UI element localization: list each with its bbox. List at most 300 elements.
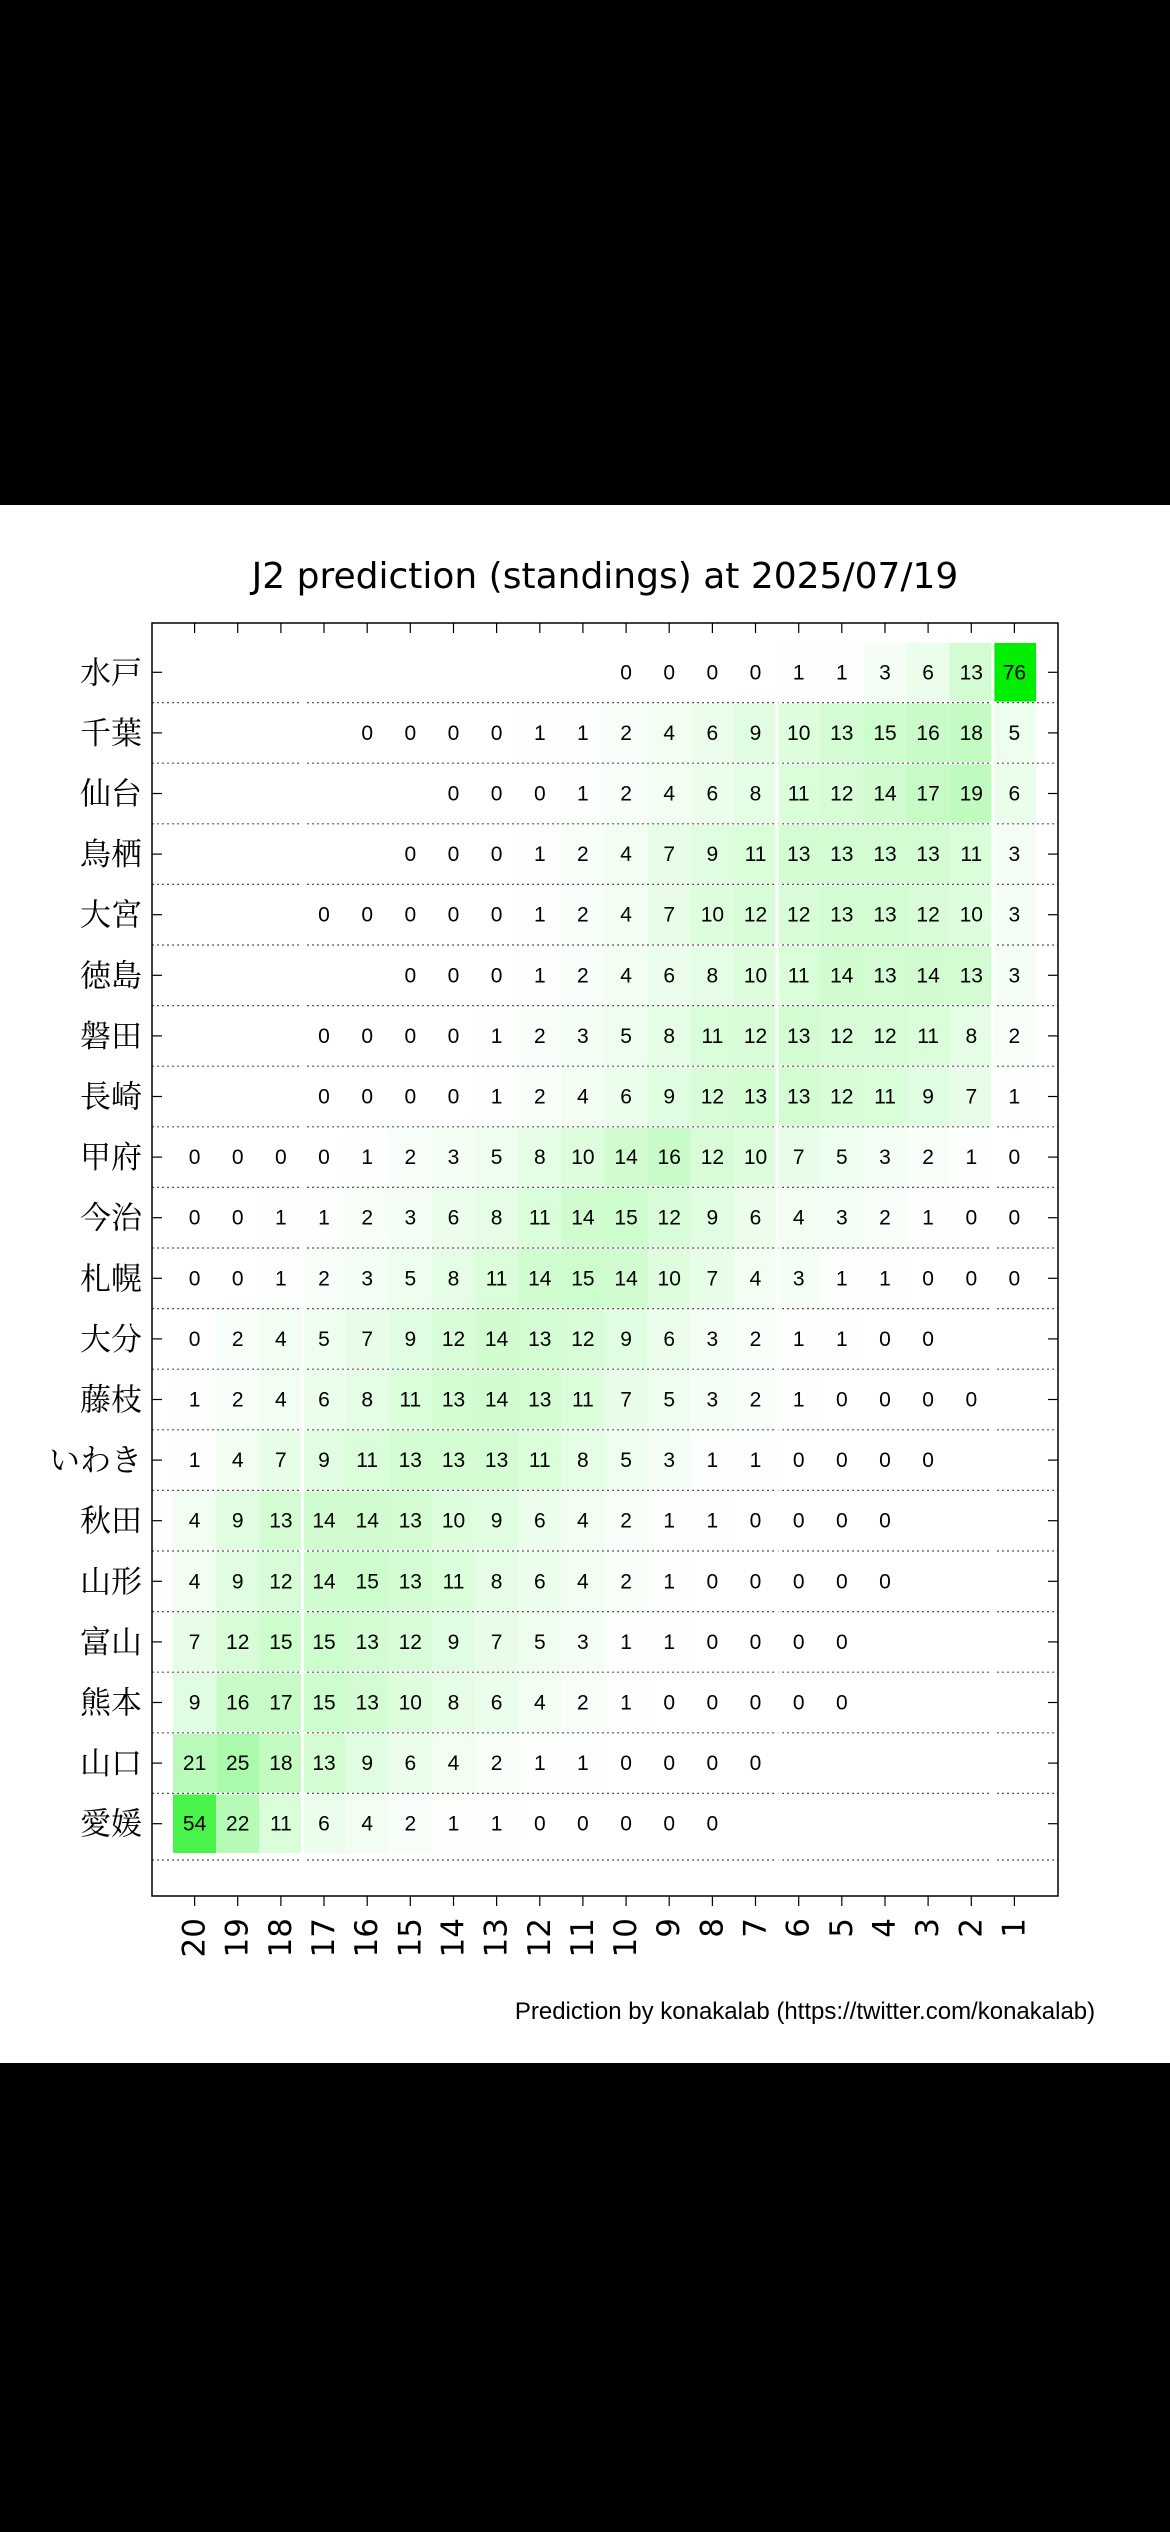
cell-value-label: 13 <box>830 721 854 745</box>
x-tick-label: 4 <box>867 1918 903 1938</box>
cell-value-label: 12 <box>830 782 854 806</box>
cell-value-label: 2 <box>577 903 589 927</box>
cell-value-label: 1 <box>577 1752 589 1776</box>
cell-value-label: 3 <box>792 1267 805 1291</box>
chart-caption: Prediction by konakalab (https://twitter.com/konakalab) <box>514 1998 1096 2025</box>
cell-value-label: 0 <box>490 843 503 867</box>
cell-value-label: 1 <box>706 1509 719 1533</box>
x-tick-label: 9 <box>651 1918 688 1938</box>
cell-value-label: 14 <box>873 782 897 806</box>
y-tick-label: 甲府 <box>80 1140 142 1177</box>
cell-value-label: 0 <box>577 1812 589 1836</box>
cell-value-label: 1 <box>318 1206 330 1230</box>
cell-value-label: 6 <box>749 1206 762 1230</box>
cell-value-label: 2 <box>922 1146 934 1170</box>
cell-value-label: 7 <box>620 1388 632 1412</box>
cell-value-label: 14 <box>484 1327 509 1351</box>
x-tick-label: 1 <box>996 1918 1033 1938</box>
cell-value-label: 13 <box>398 1449 422 1473</box>
x-tick-label: 5 <box>823 1918 860 1938</box>
cell-value-label: 8 <box>577 1449 589 1473</box>
cell-value-label: 8 <box>663 1024 676 1048</box>
cell-value-label: 1 <box>533 721 546 745</box>
y-tick-label: 大分 <box>80 1321 142 1358</box>
x-tick-label: 6 <box>780 1918 817 1938</box>
cell-value-label: 2 <box>620 1570 632 1594</box>
cell-value-label: 13 <box>528 1388 552 1412</box>
cell-value-label: 3 <box>361 1267 374 1291</box>
cell-value-label: 9 <box>404 1327 417 1351</box>
y-tick-label: 仙台 <box>80 776 142 813</box>
cell-value-label: 54 <box>182 1812 207 1836</box>
cell-value-label: 0 <box>706 1630 719 1654</box>
cell-value-label: 13 <box>830 843 854 867</box>
cell-value-label: 25 <box>226 1752 250 1776</box>
cell-value-label: 12 <box>657 1206 681 1230</box>
cell-value-label: 12 <box>830 1085 854 1109</box>
cell-value-label: 1 <box>447 1812 460 1836</box>
cell-value-label: 4 <box>620 964 632 988</box>
cell-value-label: 1 <box>490 1085 503 1109</box>
cell-value-label: 6 <box>620 1085 632 1109</box>
cell-value-label: 1 <box>620 1691 632 1715</box>
cell-value-label: 16 <box>916 721 940 745</box>
cell-value-label: 0 <box>706 1691 719 1715</box>
y-tick-label: 秋田 <box>80 1503 142 1540</box>
cell-value-label: 4 <box>577 1570 589 1594</box>
cell-value-label: 4 <box>275 1327 287 1351</box>
x-tick-label: 18 <box>262 1918 299 1958</box>
y-tick-label: 山形 <box>80 1564 142 1601</box>
cell-value-label: 11 <box>917 1024 940 1048</box>
cell-value-label: 18 <box>269 1752 293 1776</box>
cell-value-label: 10 <box>571 1146 595 1170</box>
cell-value-label: 11 <box>787 964 810 988</box>
cell-value-label: 3 <box>663 1449 676 1473</box>
cell-value-label: 10 <box>787 721 811 745</box>
cell-value-label: 10 <box>743 1146 768 1170</box>
cell-value-label: 0 <box>706 661 719 685</box>
cell-value-label: 6 <box>533 1570 546 1594</box>
cell-value-label: 0 <box>922 1388 934 1412</box>
cell-value-label: 0 <box>231 1206 244 1230</box>
cell-value-label: 2 <box>533 1085 546 1109</box>
cell-value-label: 2 <box>749 1388 762 1412</box>
cell-value-label: 11 <box>269 1812 292 1836</box>
cell-value-label: 5 <box>1008 721 1021 745</box>
cell-value-label: 5 <box>620 1024 632 1048</box>
x-tick-label: 14 <box>435 1918 472 1958</box>
cell-value-label: 2 <box>749 1327 762 1351</box>
cell-value-label: 11 <box>399 1388 422 1412</box>
cell-value-label: 6 <box>490 1691 503 1715</box>
cell-value-label: 1 <box>792 1327 805 1351</box>
cell-value-label: 1 <box>879 1267 891 1291</box>
cell-value-label: 1 <box>533 843 546 867</box>
cell-value-label: 14 <box>830 964 854 988</box>
cell-value-label: 14 <box>484 1388 509 1412</box>
cell-value-label: 3 <box>1008 903 1021 927</box>
cell-value-label: 1 <box>533 1752 546 1776</box>
x-tick-label: 7 <box>737 1918 774 1938</box>
cell-value-label: 13 <box>269 1509 293 1533</box>
cell-value-label: 8 <box>361 1388 374 1412</box>
cell-value-label: 14 <box>614 1146 638 1170</box>
cell-value-label: 7 <box>188 1630 201 1654</box>
cell-value-label: 0 <box>663 661 676 685</box>
cell-value-label: 0 <box>792 1449 805 1473</box>
cell-value-label: 0 <box>965 1267 978 1291</box>
cell-value-label: 0 <box>879 1509 891 1533</box>
cell-value-label: 1 <box>965 1146 978 1170</box>
x-tick-label: 2 <box>953 1918 990 1938</box>
cell-value-label: 3 <box>879 661 891 685</box>
cell-value-label: 13 <box>873 903 897 927</box>
cell-value-label: 2 <box>577 843 589 867</box>
cell-value-label: 0 <box>318 1024 330 1048</box>
cell-value-label: 9 <box>663 1085 676 1109</box>
cell-value-label: 0 <box>404 721 417 745</box>
cell-value-label: 0 <box>447 843 460 867</box>
cell-value-label: 6 <box>1008 782 1021 806</box>
y-tick-label: 熊本 <box>80 1685 142 1722</box>
cell-value-label: 11 <box>787 782 810 806</box>
cell-value-label: 11 <box>528 1449 551 1473</box>
cell-value-label: 14 <box>312 1570 336 1594</box>
cell-value-label: 8 <box>447 1267 460 1291</box>
cell-value-label: 11 <box>960 843 983 867</box>
cell-value-label: 13 <box>528 1327 552 1351</box>
cell-value-label: 2 <box>318 1267 330 1291</box>
cell-value-label: 11 <box>571 1388 594 1412</box>
cell-value-label: 8 <box>490 1206 503 1230</box>
cell-value-label: 1 <box>188 1449 201 1473</box>
cell-value-label: 6 <box>922 661 934 685</box>
cell-value-label: 8 <box>706 964 719 988</box>
cell-value-label: 0 <box>749 1509 762 1533</box>
cell-value-label: 9 <box>706 843 719 867</box>
cell-value-label: 9 <box>749 721 762 745</box>
cell-value-label: 0 <box>835 1388 848 1412</box>
cell-value-label: 1 <box>533 903 546 927</box>
cell-value-label: 0 <box>879 1388 891 1412</box>
cell-value-label: 7 <box>663 903 676 927</box>
y-tick-label: 磐田 <box>80 1018 142 1055</box>
cell-value-label: 0 <box>965 1388 978 1412</box>
cell-value-label: 0 <box>792 1691 805 1715</box>
cell-value-label: 4 <box>361 1812 374 1836</box>
cell-value-label: 11 <box>744 843 767 867</box>
cell-value-label: 0 <box>188 1327 201 1351</box>
cell-value-label: 13 <box>484 1449 509 1473</box>
cell-value-label: 0 <box>404 903 417 927</box>
cell-value-label: 15 <box>355 1570 379 1594</box>
cell-value-label: 1 <box>922 1206 934 1230</box>
cell-value-label: 1 <box>275 1267 287 1291</box>
cell-value-label: 76 <box>1002 661 1027 685</box>
cell-value-label: 6 <box>318 1388 330 1412</box>
cell-value-label: 0 <box>706 1570 719 1594</box>
cell-value-label: 8 <box>490 1570 503 1594</box>
cell-value-label: 8 <box>447 1691 460 1715</box>
cell-value-label: 1 <box>749 1449 762 1473</box>
chart-title: J2 prediction (standings) at 2025/07/19 <box>251 556 959 597</box>
cell-value-label: 0 <box>275 1146 287 1170</box>
cell-value-label: 6 <box>447 1206 460 1230</box>
cell-value-label: 16 <box>657 1146 681 1170</box>
cell-value-label: 2 <box>490 1752 503 1776</box>
cell-value-label: 3 <box>879 1146 891 1170</box>
cell-value-label: 12 <box>743 1024 768 1048</box>
cell-value-label: 10 <box>959 903 983 927</box>
cell-value-label: 9 <box>188 1691 201 1715</box>
cell-value-label: 0 <box>792 1570 805 1594</box>
cell-value-label: 4 <box>792 1206 805 1230</box>
cell-value-label: 5 <box>533 1630 546 1654</box>
cell-value-label: 1 <box>1008 1085 1021 1109</box>
cell-value-label: 1 <box>490 1812 503 1836</box>
cell-value-label: 0 <box>879 1570 891 1594</box>
cell-value-label: 4 <box>275 1388 287 1412</box>
cell-value-label: 3 <box>706 1388 719 1412</box>
cell-value-label: 0 <box>361 1024 374 1048</box>
cell-value-label: 11 <box>442 1570 465 1594</box>
cell-value-label: 5 <box>404 1267 417 1291</box>
cell-value-label: 18 <box>959 721 983 745</box>
cell-value-label: 0 <box>188 1267 201 1291</box>
cell-value-label: 0 <box>231 1146 244 1170</box>
cell-value-label: 1 <box>490 1024 503 1048</box>
cell-value-label: 4 <box>577 1085 589 1109</box>
cell-value-label: 12 <box>743 903 768 927</box>
cell-value-label: 13 <box>441 1388 466 1412</box>
cell-value-label: 1 <box>663 1570 676 1594</box>
cell-value-label: 3 <box>1008 843 1021 867</box>
cell-value-label: 2 <box>361 1206 374 1230</box>
cell-value-label: 0 <box>188 1206 201 1230</box>
cell-value-label: 1 <box>792 661 805 685</box>
y-tick-label: 藤枝 <box>80 1382 142 1419</box>
cell-value-label: 1 <box>835 1327 848 1351</box>
cell-value-label: 2 <box>404 1812 417 1836</box>
cell-value-label: 15 <box>571 1267 595 1291</box>
standings-heatmap <box>0 505 1170 2063</box>
cell-value-label: 9 <box>620 1327 632 1351</box>
cell-value-label: 0 <box>879 1449 891 1473</box>
cell-value-label: 1 <box>792 1388 805 1412</box>
cell-value-label: 1 <box>835 661 848 685</box>
cell-value-label: 3 <box>577 1630 589 1654</box>
cell-value-label: 2 <box>1008 1024 1021 1048</box>
cell-value-label: 15 <box>873 721 897 745</box>
cell-value-label: 17 <box>269 1691 293 1715</box>
cell-value-label: 12 <box>700 1085 725 1109</box>
cell-value-label: 11 <box>356 1449 379 1473</box>
x-tick-label: 11 <box>564 1918 601 1958</box>
cell-value-label: 12 <box>873 1024 897 1048</box>
cell-value-label: 0 <box>318 903 330 927</box>
cell-value-label: 0 <box>1008 1146 1021 1170</box>
y-tick-label: 鳥栖 <box>80 837 142 874</box>
cell-value-label: 14 <box>571 1206 595 1230</box>
cell-value-label: 9 <box>361 1752 374 1776</box>
chart-card <box>0 505 1170 2063</box>
cell-value-label: 7 <box>792 1146 805 1170</box>
cell-value-label: 12 <box>398 1630 422 1654</box>
cell-value-label: 7 <box>275 1449 287 1473</box>
cell-value-label: 1 <box>275 1206 287 1230</box>
cell-value-label: 14 <box>528 1267 552 1291</box>
cell-value-label: 15 <box>312 1691 336 1715</box>
cell-value-label: 0 <box>1008 1206 1021 1230</box>
cell-value-label: 12 <box>571 1327 595 1351</box>
cell-value-label: 13 <box>873 843 897 867</box>
cell-value-label: 11 <box>528 1206 551 1230</box>
cell-value-label: 0 <box>231 1267 244 1291</box>
cell-value-label: 0 <box>749 1691 762 1715</box>
cell-value-label: 2 <box>620 782 632 806</box>
cell-value-label: 14 <box>355 1509 379 1533</box>
cell-value-label: 7 <box>706 1267 719 1291</box>
cell-value-label: 13 <box>441 1449 466 1473</box>
cell-value-label: 6 <box>706 721 719 745</box>
cell-value-label: 15 <box>312 1630 336 1654</box>
cell-value-label: 0 <box>835 1630 848 1654</box>
x-tick-label: 20 <box>176 1918 213 1958</box>
cell-value-label: 1 <box>620 1630 632 1654</box>
cell-value-label: 13 <box>830 903 854 927</box>
cell-value-label: 13 <box>398 1570 422 1594</box>
cell-value-label: 0 <box>663 1691 676 1715</box>
cell-value-label: 0 <box>965 1206 978 1230</box>
cell-value-label: 9 <box>231 1509 244 1533</box>
cell-value-label: 15 <box>269 1630 293 1654</box>
cell-value-label: 5 <box>620 1449 632 1473</box>
cell-value-label: 13 <box>787 1085 811 1109</box>
cell-value-label: 1 <box>577 782 589 806</box>
cell-value-label: 2 <box>577 1691 589 1715</box>
cell-value-label: 17 <box>916 782 940 806</box>
cell-value-label: 1 <box>533 964 546 988</box>
cell-value-label: 0 <box>749 1752 762 1776</box>
cell-value-label: 9 <box>447 1630 460 1654</box>
cell-value-label: 12 <box>269 1570 293 1594</box>
cell-value-label: 10 <box>441 1509 466 1533</box>
cell-value-label: 0 <box>361 1085 374 1109</box>
cell-value-label: 4 <box>577 1509 589 1533</box>
y-tick-label: 長崎 <box>80 1079 142 1116</box>
cell-value-label: 0 <box>490 782 503 806</box>
cell-value-label: 1 <box>361 1146 374 1170</box>
cell-value-label: 5 <box>318 1327 330 1351</box>
cell-value-label: 2 <box>533 1024 546 1048</box>
cell-value-label: 6 <box>318 1812 330 1836</box>
cell-value-label: 0 <box>749 1630 762 1654</box>
cell-value-label: 0 <box>533 1812 546 1836</box>
cell-value-label: 0 <box>490 721 503 745</box>
cell-value-label: 2 <box>620 1509 632 1533</box>
cell-value-label: 0 <box>792 1509 805 1533</box>
cell-value-label: 1 <box>706 1449 719 1473</box>
cell-value-label: 0 <box>188 1146 201 1170</box>
cell-value-label: 3 <box>706 1327 719 1351</box>
cell-value-label: 4 <box>749 1267 762 1291</box>
cell-value-label: 5 <box>490 1146 503 1170</box>
cell-value-label: 2 <box>231 1388 244 1412</box>
cell-value-label: 7 <box>490 1630 503 1654</box>
cell-value-label: 13 <box>873 964 897 988</box>
x-tick-label: 15 <box>392 1918 429 1958</box>
cell-value-label: 0 <box>922 1327 934 1351</box>
x-tick-label: 12 <box>521 1918 558 1958</box>
cell-value-label: 0 <box>318 1146 330 1170</box>
cell-value-label: 8 <box>965 1024 978 1048</box>
x-tick-label: 16 <box>349 1918 386 1958</box>
x-tick-label: 3 <box>910 1918 947 1938</box>
cell-value-label: 10 <box>700 903 725 927</box>
cell-value-label: 4 <box>620 903 632 927</box>
y-tick-label: 札幌 <box>80 1261 142 1298</box>
cell-value-label: 12 <box>226 1630 250 1654</box>
cell-value-label: 7 <box>965 1085 978 1109</box>
y-tick-label: 今治 <box>80 1200 142 1237</box>
cell-value-label: 10 <box>743 964 768 988</box>
cell-value-label: 4 <box>231 1449 244 1473</box>
cell-value-label: 0 <box>835 1449 848 1473</box>
x-tick-label: 13 <box>478 1918 515 1958</box>
cell-value-label: 5 <box>663 1388 676 1412</box>
cell-value-label: 0 <box>620 1812 632 1836</box>
cell-value-label: 1 <box>188 1388 201 1412</box>
cell-value-label: 4 <box>188 1509 201 1533</box>
cell-value-label: 9 <box>231 1570 244 1594</box>
cell-value-label: 15 <box>614 1206 638 1230</box>
cell-value-label: 4 <box>663 782 676 806</box>
cell-value-label: 13 <box>787 843 811 867</box>
y-tick-label: 愛媛 <box>80 1806 142 1843</box>
cell-value-label: 7 <box>361 1327 374 1351</box>
x-tick-label: 17 <box>306 1918 342 1958</box>
x-tick-label: 10 <box>608 1918 645 1958</box>
cell-value-label: 7 <box>663 843 676 867</box>
cell-value-label: 0 <box>620 1752 632 1776</box>
cell-value-label: 1 <box>835 1267 848 1291</box>
cell-value-label: 6 <box>706 782 719 806</box>
cell-value-label: 3 <box>447 1146 460 1170</box>
cell-value-label: 14 <box>916 964 940 988</box>
cell-value-label: 4 <box>620 843 632 867</box>
cell-value-label: 12 <box>700 1146 725 1170</box>
cell-value-label: 0 <box>447 721 460 745</box>
cell-value-label: 0 <box>404 1085 417 1109</box>
cell-value-label: 0 <box>922 1267 934 1291</box>
cell-value-label: 0 <box>835 1691 848 1715</box>
cell-value-label: 0 <box>749 1570 762 1594</box>
cell-value-label: 6 <box>404 1752 417 1776</box>
cell-value-label: 3 <box>1008 964 1021 988</box>
cell-value-label: 4 <box>188 1570 201 1594</box>
cell-value-label: 13 <box>355 1630 379 1654</box>
cell-value-label: 4 <box>447 1752 460 1776</box>
cell-value-label: 0 <box>749 661 762 685</box>
cell-value-label: 0 <box>447 903 460 927</box>
cell-value-label: 0 <box>361 903 374 927</box>
cell-value-label: 1 <box>663 1509 676 1533</box>
y-tick-label: いわき <box>49 1443 142 1480</box>
cell-value-label: 0 <box>706 1812 719 1836</box>
cell-value-label: 0 <box>835 1570 848 1594</box>
cell-value-label: 2 <box>620 721 632 745</box>
